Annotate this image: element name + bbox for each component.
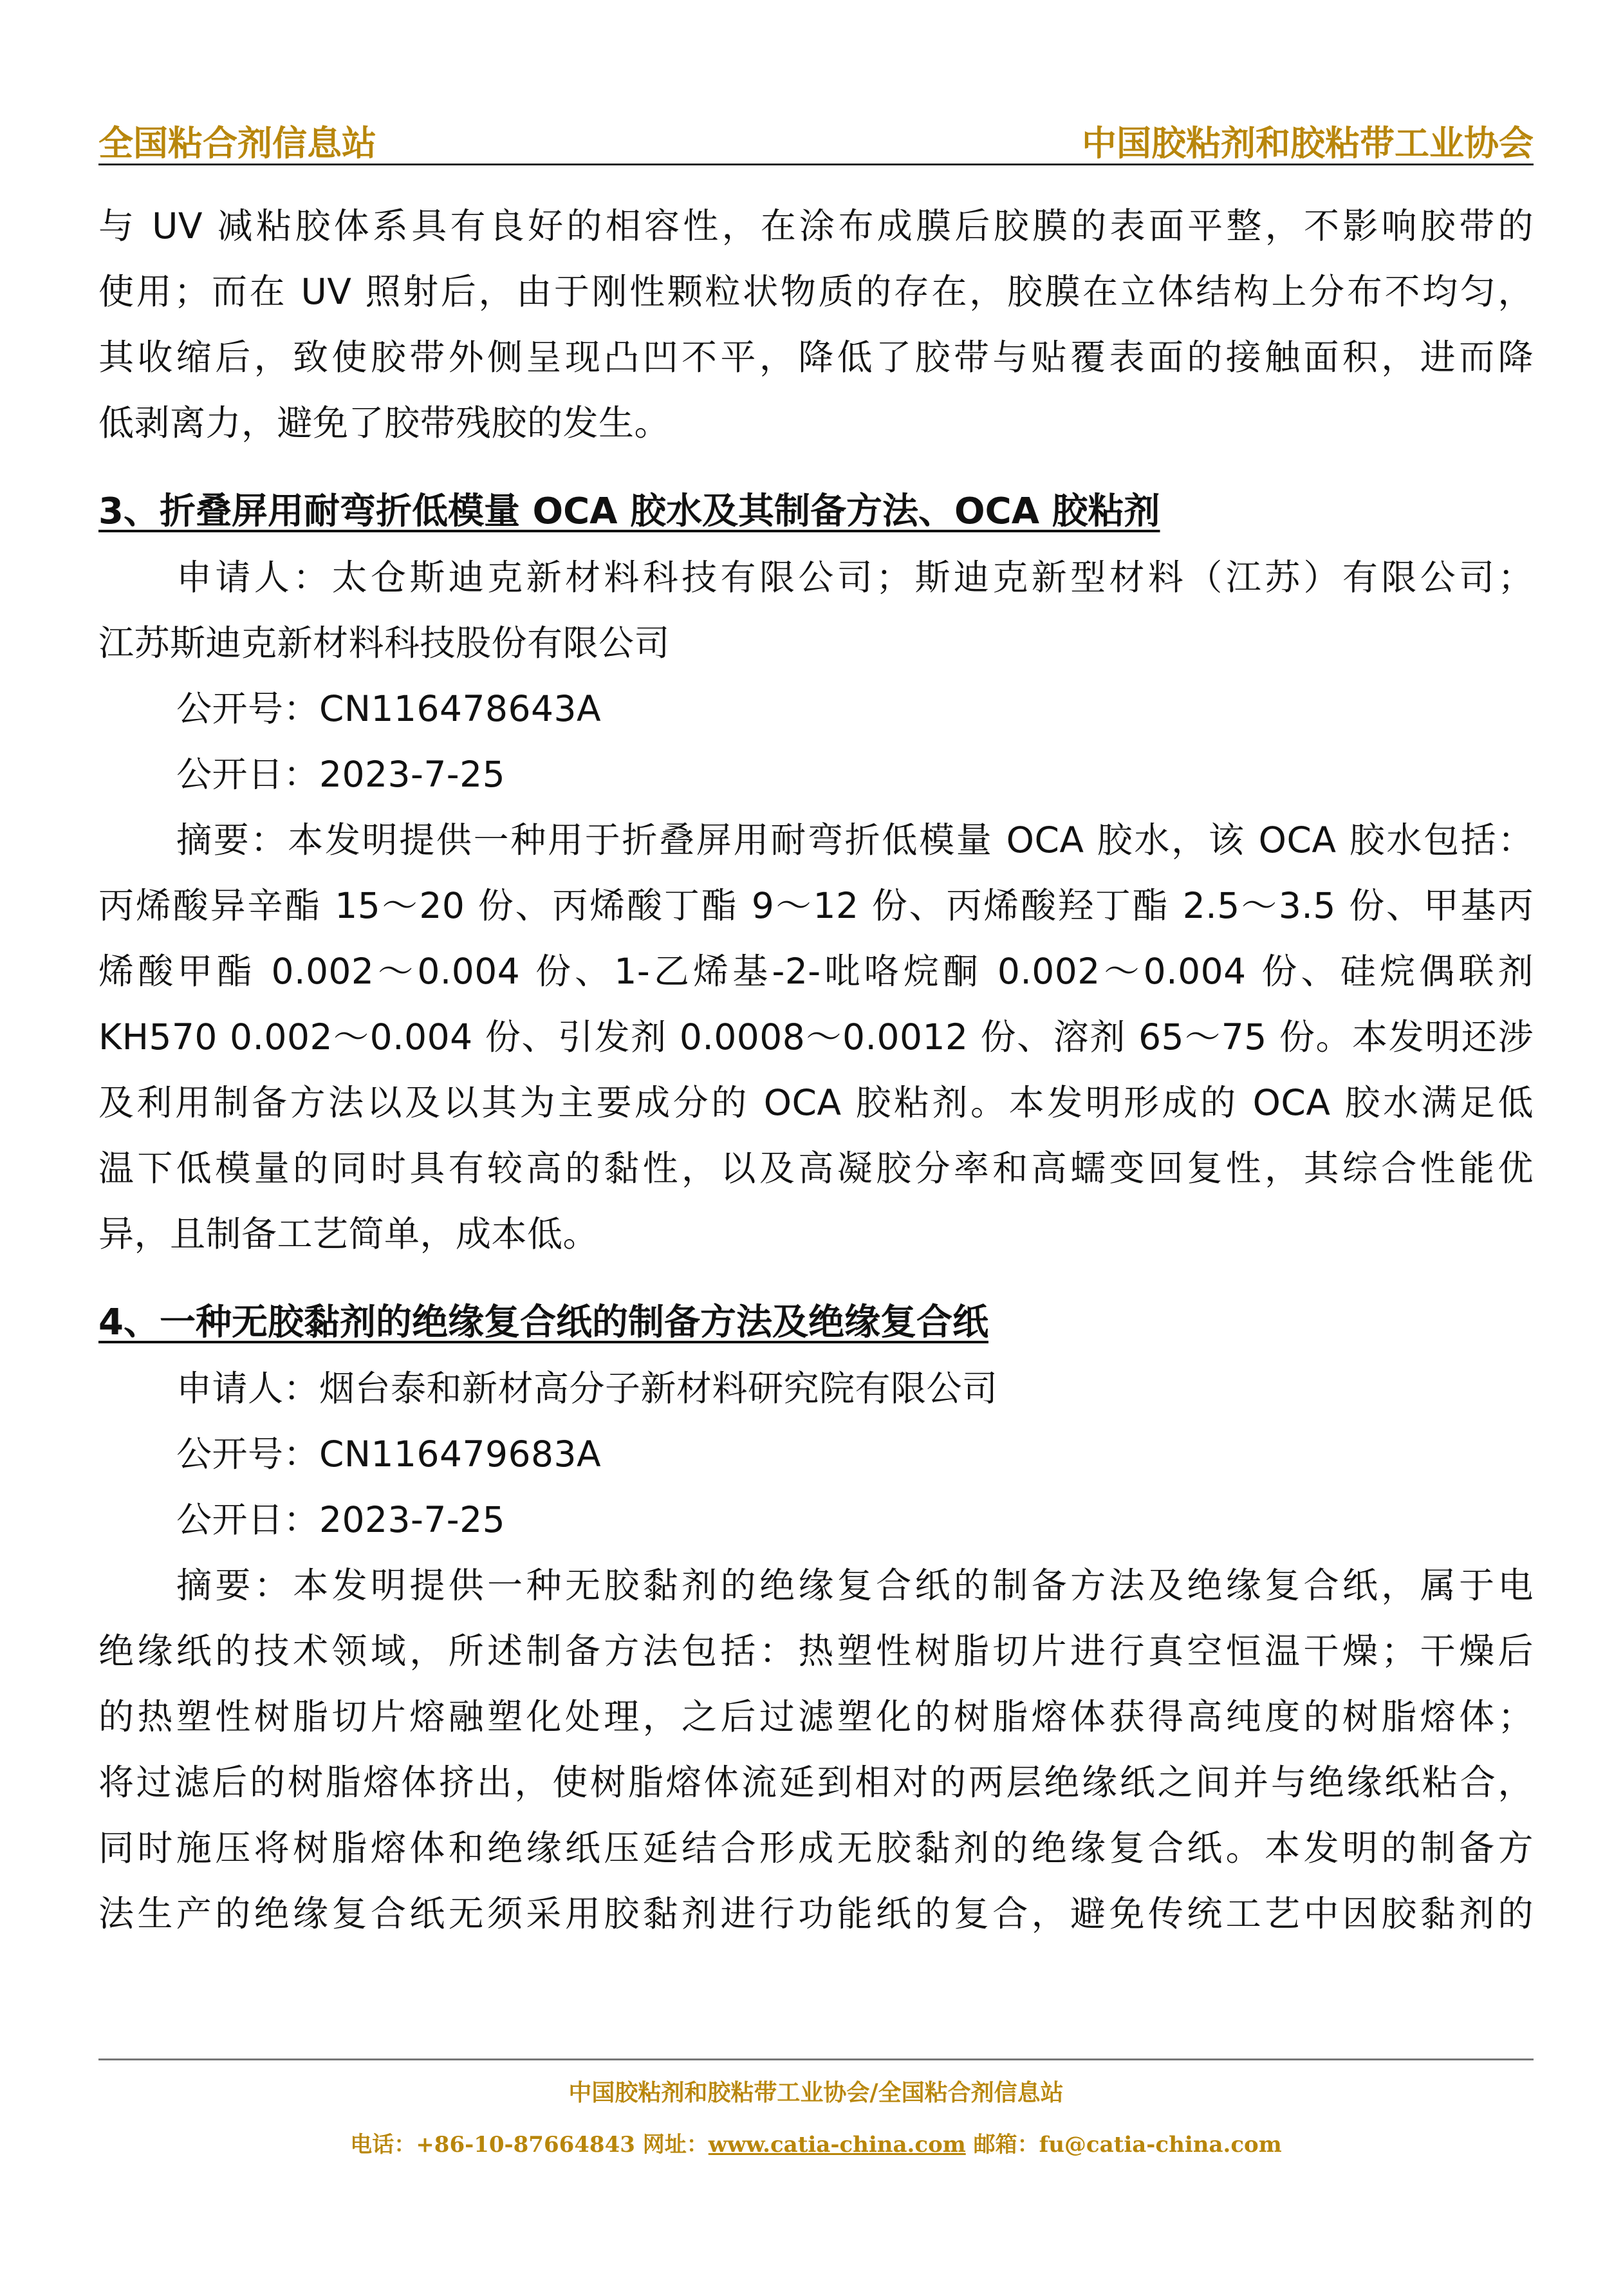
header-left-title: 全国粘合剂信息站 [98, 122, 376, 163]
patent-entry [98, 1290, 1534, 1946]
footer-organization: 中国胶粘剂和胶粘带工业协会/全国粘合剂信息站 [568, 2079, 1064, 2106]
footer-phone: 电话：+86-10-87664843 网址： [350, 2132, 709, 2158]
section-heading: 3、折叠屏用耐弯折低模量 OCA 胶水及其制备方法、OCA 胶粘剂 [98, 490, 1160, 532]
text-line: 低剥离力，避免了胶带残胶的发生。 [98, 402, 671, 443]
applicant-line: 申请人：太仓斯迪克新材料科技有限公司；斯迪克新型材料（江苏）有限公司； [176, 557, 1534, 598]
page-footer [98, 2058, 1534, 2158]
publication-number: 公开号：CN116479683A [176, 1433, 602, 1475]
applicant-line: 江苏斯迪克新材料科技股份有限公司 [98, 622, 671, 664]
footer-email: 邮箱：fu@catia-china.com [965, 2132, 1282, 2158]
document-body [98, 193, 1534, 1946]
abstract-line: 摘要：本发明提供一种无胶黏剂的绝缘复合纸的制备方法及绝缘复合纸，属于电 [176, 1565, 1534, 1606]
abstract-line: 异，且制备工艺简单，成本低。 [98, 1213, 599, 1255]
applicant-line: 申请人：烟台泰和新材高分子新材料研究院有限公司 [176, 1368, 998, 1409]
footer-contact [98, 2127, 1534, 2158]
abstract-line: 温下低模量的同时具有较高的黏性，以及高凝胶分率和高蠕变回复性，其综合性能优 [98, 1148, 1534, 1189]
abstract-line: 法生产的绝缘复合纸无须采用胶黏剂进行功能纸的复合，避免传统工艺中因胶黏剂的 [98, 1893, 1534, 1934]
text-line: 其收缩后，致使胶带外侧呈现凸凹不平，降低了胶带与贴覆表面的接触面积，进而降 [98, 337, 1534, 378]
publication-date: 公开日：2023-7-25 [176, 1499, 506, 1540]
patent-entry [98, 479, 1534, 1267]
website-link[interactable]: www.catia-china.com [708, 2132, 966, 2158]
publication-number: 公开号：CN116478643A [176, 688, 602, 729]
abstract-line: 摘要：本发明提供一种用于折叠屏用耐弯折低模量 OCA 胶水，该 OCA 胶水包括： [176, 819, 1534, 861]
text-line: 与 UV 减粘胶体系具有良好的相容性，在涂布成膜后胶膜的表面平整，不影响胶带的 [98, 205, 1534, 247]
page-header [98, 102, 1534, 165]
text-line: 使用；而在 UV 照射后，由于刚性颗粒状物质的存在，胶膜在立体结构上分布不均匀， [98, 271, 1534, 312]
abstract-line: KH570 0.002～0.004 份、引发剂 0.0008～0.0012 份、溶剂 65～75 份。本发明还涉 [98, 1016, 1534, 1058]
abstract-line: 将过滤后的树脂熔体挤出，使树脂熔体流延到相对的两层绝缘纸之间并与绝缘纸粘合， [98, 1762, 1534, 1803]
abstract-line: 的热塑性树脂切片熔融塑化处理，之后过滤塑化的树脂熔体获得高纯度的树脂熔体； [98, 1696, 1534, 1737]
intro-paragraph [98, 193, 1534, 456]
header-right-title: 中国胶粘剂和胶粘带工业协会 [1082, 122, 1534, 163]
publication-date: 公开日：2023-7-25 [176, 754, 506, 795]
abstract-line: 丙烯酸异辛酯 15～20 份、丙烯酸丁酯 9～12 份、丙烯酸羟丁酯 2.5～3.5 份、甲基丙 [98, 885, 1534, 926]
abstract-line: 烯酸甲酯 0.002～0.004 份、1-乙烯基-2-吡咯烷酮 0.002～0.004 份、硅烷偶联剂 [98, 951, 1534, 992]
section-heading: 4、一种无胶黏剂的绝缘复合纸的制备方法及绝缘复合纸 [98, 1302, 988, 1343]
abstract-line: 及利用制备方法以及以其为主要成分的 OCA 胶粘剂。本发明形成的 OCA 胶水满足低 [98, 1082, 1534, 1123]
abstract-line: 绝缘纸的技术领域，所述制备方法包括：热塑性树脂切片进行真空恒温干燥；干燥后 [98, 1630, 1534, 1672]
abstract-line: 同时施压将树脂熔体和绝缘纸压延结合形成无胶黏剂的绝缘复合纸。本发明的制备方 [98, 1827, 1534, 1869]
